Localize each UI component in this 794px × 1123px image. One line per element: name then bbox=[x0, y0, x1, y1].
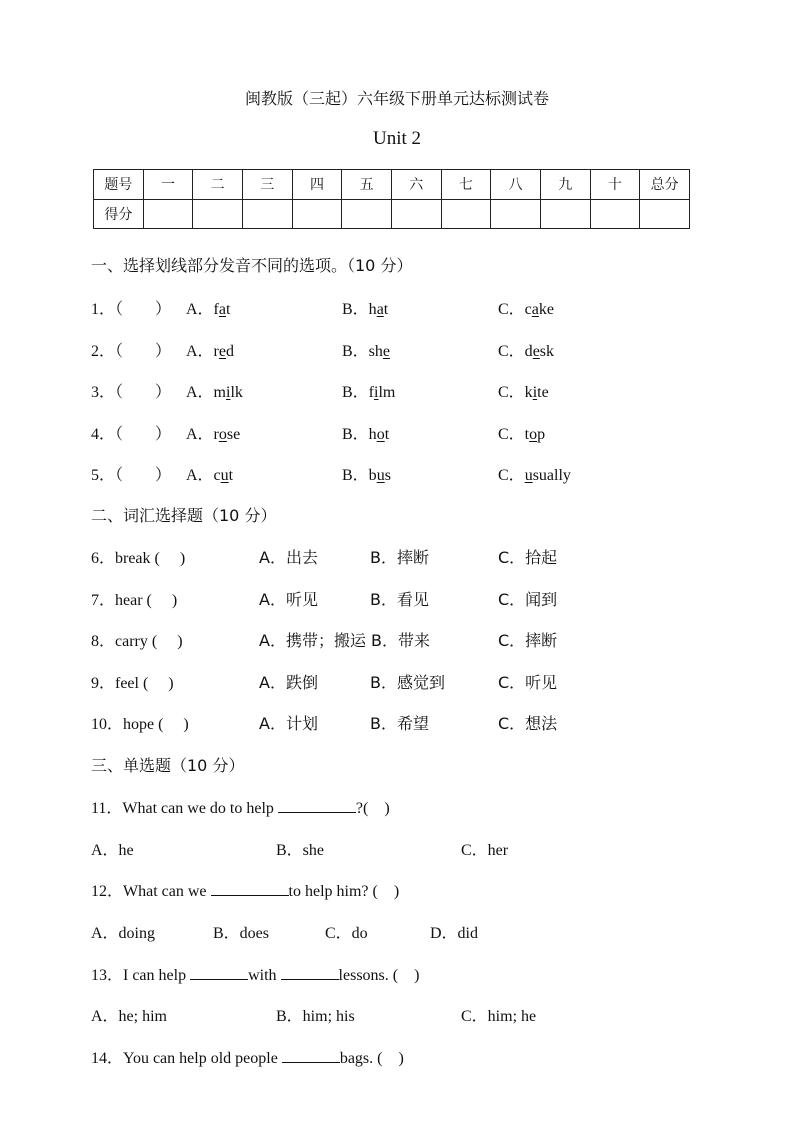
option-a[interactable]: A．cut bbox=[186, 467, 234, 484]
question-text: 7．hear ( ) bbox=[91, 592, 178, 609]
score-input-cell[interactable] bbox=[540, 199, 590, 229]
question-11: 11．What can we do to help ?( ) bbox=[91, 800, 390, 817]
question-text: 8．carry ( ) bbox=[91, 633, 183, 650]
table-cell: 三 bbox=[242, 170, 292, 200]
option-d[interactable]: D．did bbox=[430, 925, 479, 942]
option-a[interactable]: A．milk bbox=[186, 384, 243, 401]
option-c[interactable]: C．him; he bbox=[461, 1008, 537, 1025]
option-b[interactable]: B．she bbox=[342, 343, 391, 360]
question-number: 3．（ ） bbox=[91, 384, 172, 401]
table-cell: 六 bbox=[391, 170, 441, 200]
table-cell: 八 bbox=[491, 170, 541, 200]
section-3-heading: 三、单选题（10 分） bbox=[91, 756, 245, 775]
section-2-heading: 二、词汇选择题（10 分） bbox=[91, 506, 277, 525]
option-c[interactable]: C．top bbox=[498, 426, 546, 443]
score-input-cell[interactable] bbox=[491, 199, 541, 229]
question-text: 6．break ( ) bbox=[91, 550, 186, 567]
option-c[interactable]: C．desk bbox=[498, 343, 555, 360]
option-c[interactable]: C．kite bbox=[498, 384, 549, 401]
option-b[interactable]: B．she bbox=[276, 842, 325, 859]
question-text: 10．hope ( ) bbox=[91, 716, 189, 733]
table-cell: 十 bbox=[590, 170, 640, 200]
question-number: 1．（ ） bbox=[91, 301, 172, 318]
table-cell: 一 bbox=[143, 170, 193, 200]
option-b[interactable]: B．hat bbox=[342, 301, 389, 318]
table-cell: 五 bbox=[342, 170, 392, 200]
option-a[interactable]: A．fat bbox=[186, 301, 231, 318]
option-b[interactable]: B．bus bbox=[342, 467, 391, 484]
question-number: 5．（ ） bbox=[91, 467, 172, 484]
option-a-b[interactable]: A．携带；搬运 B．带来 bbox=[259, 631, 431, 650]
score-input-cell[interactable] bbox=[342, 199, 392, 229]
question-text: 9．feel ( ) bbox=[91, 675, 174, 692]
option-b[interactable]: B．感觉到 bbox=[370, 673, 445, 692]
score-input-cell[interactable] bbox=[292, 199, 342, 229]
option-a[interactable]: A．计划 bbox=[259, 714, 318, 733]
table-cell: 得分 bbox=[94, 199, 144, 229]
question-number: 4．（ ） bbox=[91, 426, 172, 443]
answer-blank[interactable] bbox=[211, 881, 289, 896]
score-input-cell[interactable] bbox=[391, 199, 441, 229]
score-input-cell[interactable] bbox=[143, 199, 193, 229]
option-c[interactable]: C．usually bbox=[498, 467, 571, 484]
option-c[interactable]: C．听见 bbox=[498, 673, 558, 692]
table-cell: 九 bbox=[540, 170, 590, 200]
option-b[interactable]: B．does bbox=[213, 925, 270, 942]
option-c[interactable]: C．her bbox=[461, 842, 509, 859]
option-a[interactable]: A．doing bbox=[91, 925, 156, 942]
answer-blank[interactable] bbox=[190, 965, 248, 980]
unit-subtitle: Unit 2 bbox=[372, 128, 422, 149]
answer-blank[interactable] bbox=[282, 1048, 340, 1063]
option-c[interactable]: C．摔断 bbox=[498, 631, 558, 650]
option-b[interactable]: B．him; his bbox=[276, 1008, 355, 1025]
score-table-header-row bbox=[94, 170, 690, 200]
table-cell: 七 bbox=[441, 170, 491, 200]
table-cell: 四 bbox=[292, 170, 342, 200]
option-a[interactable]: A．he bbox=[91, 842, 134, 859]
option-b[interactable]: B．看见 bbox=[370, 590, 429, 609]
option-c[interactable]: C．闻到 bbox=[498, 590, 558, 609]
option-b[interactable]: B．film bbox=[342, 384, 396, 401]
option-a[interactable]: A．出去 bbox=[259, 548, 318, 567]
option-b[interactable]: B．希望 bbox=[370, 714, 429, 733]
option-c[interactable]: C．拾起 bbox=[498, 548, 558, 567]
option-a[interactable]: A．he; him bbox=[91, 1008, 167, 1025]
table-cell: 总分 bbox=[640, 170, 690, 200]
option-a[interactable]: A．red bbox=[186, 343, 234, 360]
score-input-cell[interactable] bbox=[441, 199, 491, 229]
score-input-cell[interactable] bbox=[640, 199, 690, 229]
option-c[interactable]: C．cake bbox=[498, 301, 554, 318]
score-input-cell[interactable] bbox=[242, 199, 292, 229]
option-a[interactable]: A．rose bbox=[186, 426, 241, 443]
answer-blank[interactable] bbox=[278, 798, 356, 813]
question-13: 13．I can help with lessons. ( ) bbox=[91, 967, 420, 984]
score-input-cell[interactable] bbox=[193, 199, 243, 229]
answer-blank[interactable] bbox=[281, 965, 339, 980]
option-a[interactable]: A．听见 bbox=[259, 590, 318, 609]
option-c[interactable]: C．do bbox=[325, 925, 368, 942]
page-title: 闽教版（三起）六年级下册单元达标测试卷 bbox=[244, 89, 549, 108]
score-input-cell[interactable] bbox=[590, 199, 640, 229]
section-1-heading: 一、选择划线部分发音不同的选项。（10 分） bbox=[91, 256, 413, 275]
score-table-score-row bbox=[94, 199, 690, 229]
score-table bbox=[93, 169, 690, 229]
option-b[interactable]: B．hot bbox=[342, 426, 390, 443]
question-14: 14．You can help old people bags. ( ) bbox=[91, 1050, 404, 1067]
option-b[interactable]: B．摔断 bbox=[370, 548, 429, 567]
table-cell: 题号 bbox=[94, 170, 144, 200]
option-a[interactable]: A．跌倒 bbox=[259, 673, 318, 692]
table-cell: 二 bbox=[193, 170, 243, 200]
question-number: 2．（ ） bbox=[91, 343, 172, 360]
question-12: 12．What can we to help him? ( ) bbox=[91, 883, 400, 900]
option-c[interactable]: C．想法 bbox=[498, 714, 558, 733]
